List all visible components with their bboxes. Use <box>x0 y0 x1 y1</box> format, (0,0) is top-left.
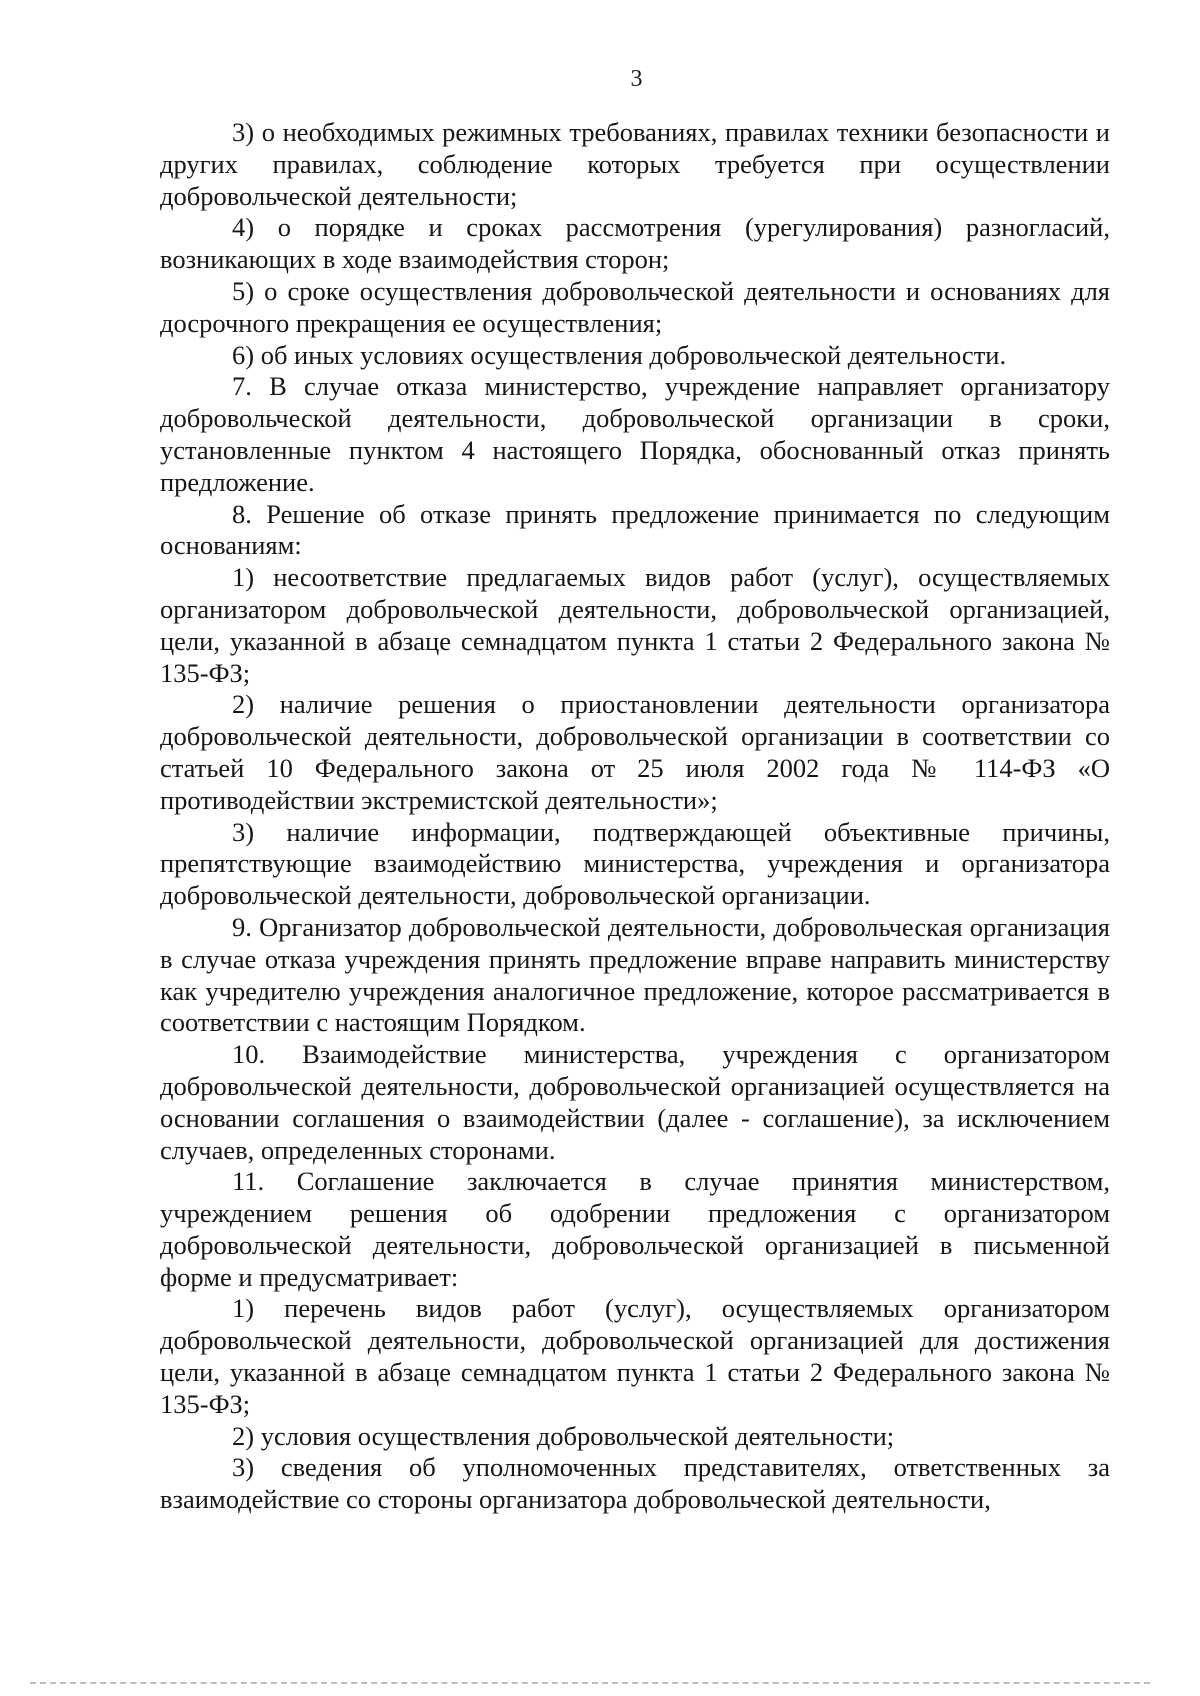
paragraph-clause-11-item-3: 3) сведения об уполномоченных представителях, ответственных за взаимодействие со стороны организатора добровольческой деятельности, <box>160 1452 1110 1515</box>
paragraph-item-6-other-conditions: 6) об иных условиях осуществления добровольческой деятельности. <box>232 339 1007 370</box>
paragraph-clause-8: 8. Решение об отказе принять предложение принимается по следующим основаниям: <box>160 498 1110 561</box>
document-body <box>160 117 1110 1516</box>
paragraph-clause-11-item-1: 1) перечень видов работ (услуг), осуществляемых организатором добровольческой деятельности, добровольческой организацией для достижения цели, указанной в абзаце семнадцатом пункта 1 статьи 2 Федерального закона № 135-ФЗ; <box>160 1293 1110 1419</box>
paragraph-item-4-disagreements: 4) о порядке и сроках рассмотрения (урегулирования) разногласий, возникающих в ходе взаимодействия сторон; <box>160 212 1110 275</box>
paragraph-clause-8-item-3: 3) наличие информации, подтверждающей объективные причины, препятствующие взаимодействию министерства, учреждения и организатора добровольческой деятельности, добровольческой организации. <box>160 816 1110 911</box>
paragraph-clause-8-item-1: 1) несоответствие предлагаемых видов работ (услуг), осуществляемых организатором добровольческой деятельности, добровольческой организацией, цели, указанной в абзаце семнадцатом пункта 1 статьи 2 Федерального закона № 135-ФЗ; <box>160 562 1110 688</box>
paragraph-clause-11-item-2: 2) условия осуществления добровольческой деятельности; <box>232 1420 895 1451</box>
paragraph-clause-8-item-2: 2) наличие решения о приостановлении деятельности организатора добровольческой деятельности, добровольческой организации в соответствии со статьей 10 Федерального закона от 25 июля 2002 года № 114-ФЗ «О противодействии экстремистской деятельности»; <box>160 689 1110 815</box>
paragraph-item-3-regime-requirements: 3) о необходимых режимных требованиях, правилах техники безопасности и других правилах, соблюдение которых требуется при осуществлении добровольческой деятельности; <box>160 117 1110 211</box>
paragraph-clause-11: 11. Соглашение заключается в случае принятия министерством, учреждением решения об одобрении предложения с организатором добровольческой деятельности, добровольческой организацией в письменной форме и предусматривает: <box>160 1166 1110 1292</box>
paragraph-item-5-term: 5) о сроке осуществления добровольческой деятельности и основаниях для досрочного прекращения ее осуществления; <box>160 275 1110 338</box>
paragraph-clause-9: 9. Организатор добровольческой деятельности, добровольческая организация в случае отказа учреждения принять предложение вправе направить министерству как учредителю учреждения аналогичное предложение, которое рассматривается в соответствии с настоящим Порядком. <box>160 911 1110 1038</box>
page-number: 3 <box>630 66 643 92</box>
paragraph-clause-10: 10. Взаимодействие министерства, учреждения с организатором добровольческой деятельности, добровольческой организацией осуществляется на основании соглашения о взаимодействии (далее - соглашение), за исключением случаев, определенных сторонами. <box>160 1039 1110 1165</box>
scan-edge-line <box>30 1682 1150 1684</box>
paragraph-clause-7: 7. В случае отказа министерство, учреждение направляет организатору добровольческой деятельности, добровольческой организации в сроки, установленные пунктом 4 настоящего Порядка, обоснованный отказ принять предложение. <box>160 371 1110 497</box>
